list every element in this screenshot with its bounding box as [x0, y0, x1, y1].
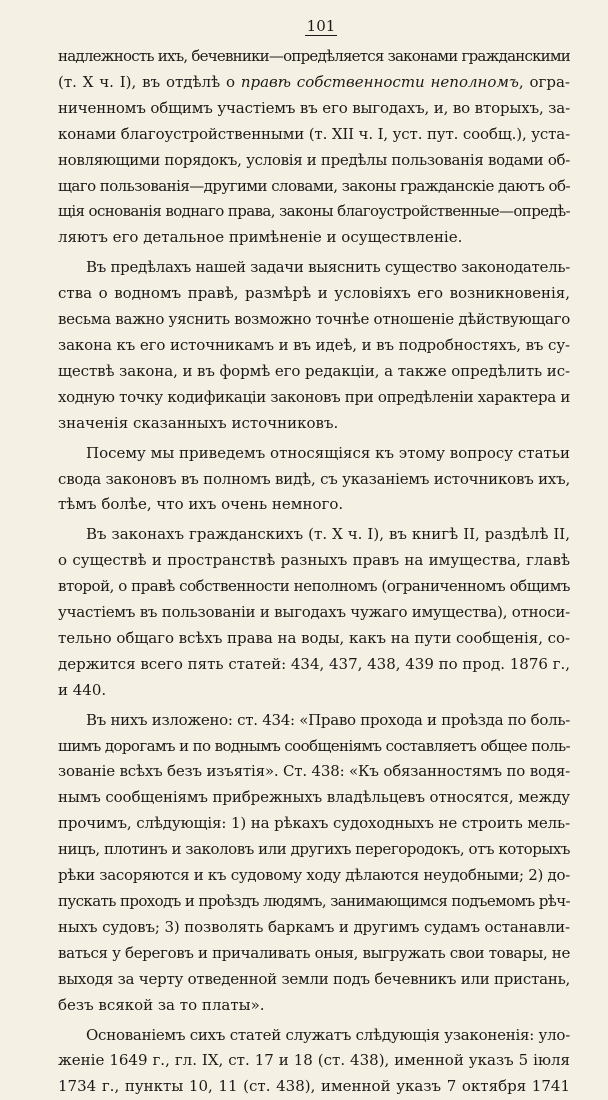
text-line: ницъ, плотинъ и заколовъ или другихъ перегородокъ, отъ которыхъ	[58, 840, 570, 859]
text-line: прочимъ, слѣдующiя: 1) на рѣкахъ судоходныхъ не строить мель-	[58, 814, 571, 833]
text-line: весьма важно уяснить возможно точнѣе отношенiе дѣйствующаго	[58, 310, 571, 329]
book-page	[58, 14, 570, 1100]
paragraph	[58, 708, 570, 1019]
text-line: (т. X ч. I), въ отдѣлѣ о правѣ собственности неполномъ, огра-	[58, 72, 570, 91]
text-line: закона къ его источникамъ и въ идеѣ, и въ подробностяхъ, въ су-	[58, 335, 570, 354]
text-line: 1734 г., пункты 10, 11 (ст. 438), именной указъ 7 октября 1741	[58, 1077, 570, 1096]
paragraph	[58, 522, 570, 703]
page-number: 101	[306, 17, 336, 35]
text-line: ляютъ его детальное примѣненiе и осуществленiе.	[58, 228, 463, 247]
text-line: тѣмъ болѣе, что ихъ очень немного.	[58, 495, 344, 514]
text-line: конами благоустройственными (т. XII ч. I, уст. пут. сообщ.), уста-	[58, 124, 571, 143]
text-line: Въ нихъ изложено: ст. 434: «Право прохода и проѣзда по боль-	[86, 710, 571, 729]
text-line: новляющими порядокъ, условiя и предѣлы пользованiя водами об-	[58, 150, 570, 169]
text-line: участiемъ въ пользованiи и выгодахъ чужаго имущества), относи-	[58, 603, 570, 622]
text-body	[58, 44, 570, 1100]
text-line: ныхъ судовъ; 3) позволять баркамъ и другимъ судамъ останавли-	[58, 917, 570, 936]
paragraph	[58, 44, 570, 251]
text-line: ществѣ закона, и въ формѣ его редакцiи, а также опредѣлить ис-	[58, 361, 570, 380]
text-line: надлежность ихъ, бечевники—опредѣляется законами гражданскими	[58, 47, 571, 65]
text-line: зованiе всѣхъ безъ изъятiя». Ст. 438: «Къ обязанностямъ по водя-	[58, 762, 570, 781]
text-line: Посему мы приведемъ относящiяся къ этому вопросу статьи	[86, 443, 570, 462]
text-line: безъ всякой за то платы».	[58, 995, 265, 1014]
text-line: ваться у береговъ и причаливать оныя, выгружать свои товары, не	[58, 943, 570, 962]
text-line: ниченномъ общимъ участiемъ въ его выгодахъ, и, во вторыхъ, за-	[58, 98, 570, 117]
paragraph	[58, 1023, 570, 1100]
text-line: Основанiемъ сихъ статей служатъ слѣдующiя узаконенiя: уло-	[86, 1025, 571, 1044]
text-line: значенiя сказанныхъ источниковъ.	[58, 413, 339, 432]
text-line: щаго пользованiя—другими словами, законы гражданскiе даютъ об-	[58, 176, 570, 195]
text-line: держится всего пять статей: 434, 437, 438, 439 по прод. 1876 г.,	[58, 654, 571, 673]
text-line: женiе 1649 г., гл. IX, ст. 17 и 18 (ст. 438), именной указъ 5 iюля	[58, 1051, 570, 1070]
text-line: шимъ дорогамъ и по воднымъ сообщенiямъ составляетъ общее поль-	[58, 736, 570, 755]
italic-text: правѣ собственности неполномъ	[240, 72, 519, 91]
text-line: и 440.	[58, 680, 107, 699]
text-line: Въ предѣлахъ нашей задачи выяснить существо законодатель-	[86, 258, 571, 277]
text-line: ходную точку кодификацiи законовъ при опредѣленiи характера и	[58, 387, 570, 406]
text-line: нымъ сообщенiямъ прибрежныхъ владѣльцевъ относятся, между	[58, 788, 571, 807]
paragraph	[58, 441, 570, 519]
text-line: щiя основанiя воднаго права, законы благоустройственные—опредѣ-	[58, 202, 570, 221]
text-line: выходя за черту отведенной земли подъ бечевникъ или пристань,	[58, 969, 571, 988]
text-line: о существѣ и пространствѣ разныхъ правъ на имущества, главѣ	[58, 551, 570, 570]
text-line: второй, о правѣ собственности неполномъ (ограниченномъ общимъ	[58, 577, 571, 596]
text-line: свода законовъ въ полномъ видѣ, съ указанiемъ источниковъ ихъ,	[58, 469, 571, 488]
text-line: рѣки засоряются и къ судовому ходу дѣлаются неудобными; 2) до-	[58, 866, 571, 885]
text-line: Въ законахъ гражданскихъ (т. X ч. I), въ книгѣ II, раздѣлѣ II,	[86, 525, 570, 544]
text-line: ства о водномъ правѣ, размѣрѣ и условiяхъ его возникновенiя,	[58, 284, 570, 303]
text-line: тельно общаго всѣхъ права на воды, какъ на пути сообщенiя, со-	[58, 628, 571, 647]
text-line: пускать проходъ и проѣздъ людямъ, занимающимся подъемомъ рѣч-	[58, 892, 571, 910]
paragraph	[58, 255, 570, 436]
